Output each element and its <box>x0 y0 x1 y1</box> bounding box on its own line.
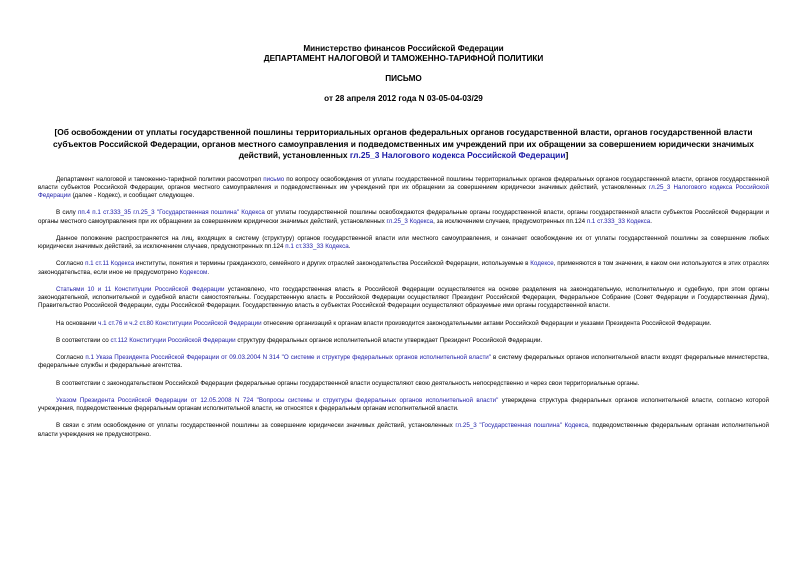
paragraph-text: от уплаты государственной пошлины освобождаются федеральные органы государственной власти, органы государственной власти субъектов Российской Федерации и органы местного самоуправления при их обращении за совершением юридически значимых действий, установленных <box>38 209 769 225</box>
document-link[interactable]: Кодексом <box>179 268 208 276</box>
paragraph-p4 <box>38 260 769 277</box>
paragraph-p9 <box>38 380 769 388</box>
paragraph-text: по вопросу освобождения от уплаты государственной пошлины территориальных органов федеральных органов государственной власти, органов государственной власти субъектов Российской Федерации, органов местного самоуправления и подведомственных им учреждений при их обращении за совершением юридически значимых действий, установленных <box>38 175 770 191</box>
paragraph-p8 <box>38 354 769 371</box>
document-link[interactable]: Кодексе <box>530 260 554 268</box>
paragraph-p7 <box>38 337 769 345</box>
paragraph-text: Согласно <box>56 260 86 268</box>
paragraph-p11 <box>38 422 769 439</box>
document-link[interactable]: п.1 Указа Президента Российской Федерации от 09.03.2004 N 314 "О системе и структуре федеральных органов исполнительной власти" <box>85 354 492 361</box>
document-link[interactable]: п.1 ст.333_33 Кодекса <box>586 217 651 225</box>
document-link[interactable]: п.1 ст.333_33 Кодекса <box>285 243 349 250</box>
paragraph-text: В соответствии со <box>56 336 111 344</box>
document-date-number: от 28 апреля 2012 года N 03-05-04-03/29 <box>324 94 483 103</box>
paragraph-text: В соответствии с законодательством Российской Федерации федеральные органы государственной власти осуществляют свою деятельность непосредственно и через свои территориальные органы. <box>56 379 640 387</box>
ministry-name: Министерство финансов Российской Федерации <box>303 44 504 53</box>
document-link[interactable]: п.1 ст.11 Кодекса <box>85 260 135 268</box>
paragraph-p10 <box>38 397 769 414</box>
document-link[interactable]: ст.112 Конституции Российской Федерации <box>110 336 236 344</box>
paragraph-text: В связи с этим освобождение от уплаты государственной пошлины за совершение юридически значимых действий, установленных <box>56 422 456 430</box>
document-link[interactable]: гл.25_3 "Государственная пошлина" Кодекса <box>455 422 589 430</box>
paragraph-text: Согласно <box>56 354 86 361</box>
document-body <box>38 176 769 439</box>
department-name: ДЕПАРТАМЕНТ НАЛОГОВОЙ И ТАМОЖЕННО-ТАРИФНОЙ ПОЛИТИКИ <box>263 54 544 63</box>
document-type: ПИСЬМО <box>385 74 422 83</box>
paragraph-p2 <box>38 209 769 226</box>
paragraph-p6 <box>38 320 769 328</box>
paragraph-text: установлено, что государственная власть в Российской Федерации осуществляется на основе разделения на законодательную, исполнительную и судебную, при этом органы законодательной, исполнительной и судебной власти самостоятельны. Государственную власть в Российской Федерации осуществляют Президент Российской Федерации, Федеральное Собрание (Совет Федерации и Государственная Дума), Правительство Российской Федерации, суды Российской Федерации. Государственную власть в субъектах Российской Федерации осуществляют образуемые ими органы государственной власти. <box>38 285 769 310</box>
paragraph-text: Департамент налоговой и таможенно-тарифной политики рассмотрел <box>56 175 264 183</box>
paragraph-text: в систему федеральных органов исполнительной власти входят федеральные министерства, федеральные службы и федеральные агентства. <box>38 354 770 370</box>
paragraph-p1 <box>38 176 769 201</box>
paragraph-text: . <box>207 268 210 276</box>
document-link[interactable]: гл.25_3 Кодекса <box>386 217 434 225</box>
paragraph-text: утверждена структура федеральных органов исполнительной власти, согласно которой учреждения, подведомственные федеральным органам исполнительной власти, не относятся к федеральным органам исполнительной власти. <box>38 396 770 412</box>
paragraph-text: На основании <box>56 319 99 327</box>
paragraph-text: . <box>348 243 351 250</box>
paragraph-p5 <box>38 286 769 311</box>
paragraph-text: Данное положение распространяется на лиц, входящих в систему (структуру) органов государственной власти или местного самоуправления, и означает освобождение их от уплаты государственной пошлины за совершение любых юридически значимых действий, за исключением случаев, предусмотренных пп.124 <box>38 234 769 250</box>
paragraph-text: В силу <box>56 209 79 217</box>
paragraph-p3 <box>38 235 769 252</box>
document-title <box>46 127 761 162</box>
document-link[interactable]: Указом Президента Российской Федерации от 12.05.2008 N 724 "Вопросы системы и структуры федеральных органов исполнительной власти" <box>56 396 499 404</box>
paragraph-text: отнесение организаций к органам власти производится законодательными актами Российской Федерации и указами Президента Российской Федерации. <box>261 319 712 327</box>
paragraph-text: , подведомственные федеральным органам исполнительной власти учреждения не предусмотрено. <box>38 422 769 438</box>
paragraph-text: , применяются в том значении, в каком они используются в этих отраслях законодательства, если иное не предусмотрено <box>38 260 770 276</box>
paragraph-text: структуру федеральных органов исполнительной власти утверждает Президент Российской Федерации. <box>235 336 543 344</box>
title-code-link[interactable]: гл.25_3 Налогового кодекса Российской Федерации <box>349 150 566 160</box>
paragraph-text: . <box>650 217 653 225</box>
paragraph-text: , за исключением случаев, предусмотренных пп.124 <box>433 217 587 225</box>
document-link[interactable]: письмо <box>263 175 285 183</box>
title-close-bracket: ] <box>565 150 569 160</box>
document-link[interactable]: пп.4 п.1 ст.333_35 гл.25_3 "Государственная пошлина" Кодекса <box>78 209 265 217</box>
document-link[interactable]: ч.1 ст.76 и ч.2 ст.80 Конституции Российской Федерации <box>98 319 262 327</box>
document-link[interactable]: гл.25_3 Налогового кодекса Российской Федерации <box>38 183 769 199</box>
paragraph-text: (далее - Кодекс), и сообщает следующее. <box>70 192 195 199</box>
title-text: [Об освобождении от уплаты государственной пошлины территориальных органов федеральных органов государственной власти, органов государственной власти субъектов Российской Федерации, органов местного самоуправления и подведомственных им учреждений при их обращении за совершением юридически значимых действий, установленных <box>53 127 754 160</box>
paragraph-text: институты, понятия и термины гражданского, семейного и других отраслей законодательства Российской Федерации, используемые в <box>134 260 531 268</box>
document-link[interactable]: Статьями 10 и 11 Конституции Российской Федерации <box>56 285 225 293</box>
